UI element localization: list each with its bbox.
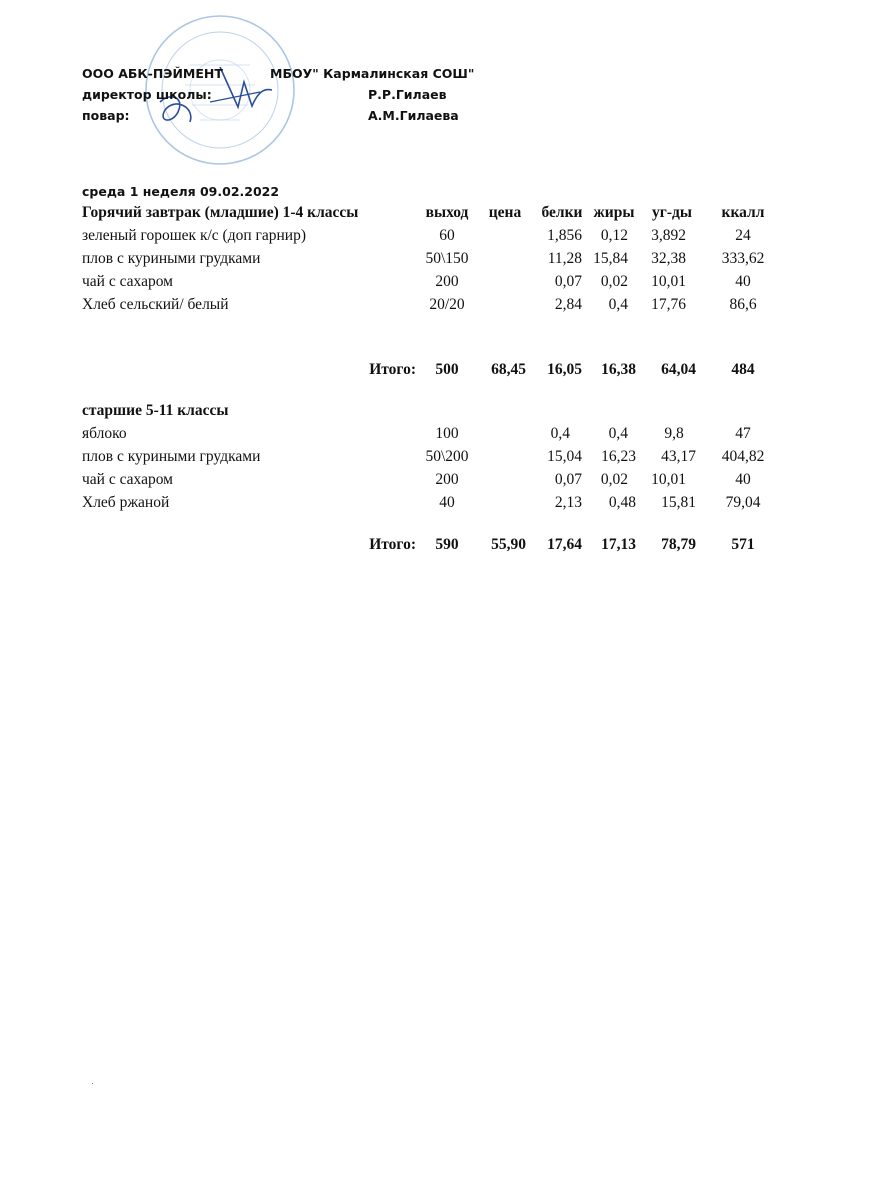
junior-section-title: Горячий завтрак (младшие) 1-4 классы [82,204,359,221]
column-header-fat: жиры [593,204,635,221]
total-fat: 16,38 [601,361,636,378]
date-line: среда 1 неделя 09.02.2022 [82,184,280,199]
cook-label: повар: [82,108,130,123]
total-kcal: 484 [731,361,755,378]
kcal-value: 40 [735,471,751,488]
carb-value: 9,8 [664,425,684,442]
scan-speck [92,1083,93,1084]
kcal-value: 404,82 [721,448,765,465]
total-carb: 64,04 [661,361,696,378]
vyhod-value: 60 [439,227,455,244]
vyhod-value: 20/20 [429,296,465,313]
dish-name: плов с куриными грудками [82,250,261,267]
total-vyhod: 500 [435,361,459,378]
senior-section-title: старшие 5-11 классы [82,402,229,419]
total-kcal: 571 [731,536,755,553]
kcal-value: 79,04 [725,494,761,511]
total-price: 55,90 [491,536,526,553]
dish-name: яблоко [82,425,127,442]
kcal-value: 24 [735,227,751,244]
dish-name: плов с куриными грудками [82,448,261,465]
total-vyhod: 590 [435,536,459,553]
carb-value: 10,01 [651,273,686,290]
kcal-value: 86,6 [729,296,757,313]
carb-value: 17,76 [651,296,686,313]
protein-value: 0,4 [550,425,570,442]
total-label: Итого: [369,536,416,553]
cook-name: А.М.Гилаева [368,108,459,123]
dish-name: зеленый горошек к/с (доп гарнир) [82,227,306,244]
total-protein: 17,64 [547,536,582,553]
org-name: ООО АБК-ПЭЙМЕНТ [82,66,223,81]
column-header-protein: белки [541,204,583,221]
carb-value: 43,17 [661,448,696,465]
dish-name: чай с сахаром [82,471,173,488]
column-header-carb: уг-ды [652,204,692,221]
carb-value: 3,892 [651,227,686,244]
total-fat: 17,13 [601,536,636,553]
protein-value: 2,84 [554,296,582,313]
total-price: 68,45 [491,361,526,378]
total-protein: 16,05 [547,361,582,378]
carb-value: 10,01 [651,471,686,488]
kcal-value: 333,62 [721,250,765,267]
total-label: Итого: [369,361,416,378]
vyhod-value: 200 [435,471,459,488]
vyhod-value: 50\200 [425,448,469,465]
vyhod-value: 50\150 [425,250,469,267]
column-header-kcal: ккалл [721,204,765,221]
fat-value: 15,84 [593,250,628,267]
fat-value: 0,4 [608,296,628,313]
director-label: директор школы: [82,87,212,102]
dish-name: Хлеб сельский/ белый [82,296,229,313]
vyhod-value: 40 [439,494,455,511]
kcal-value: 47 [735,425,751,442]
protein-value: 1,856 [547,227,582,244]
fat-value: 0,02 [600,471,628,488]
total-carb: 78,79 [661,536,696,553]
fat-value: 0,4 [608,425,628,442]
vyhod-value: 200 [435,273,459,290]
protein-value: 2,13 [554,494,582,511]
kcal-value: 40 [735,273,751,290]
protein-value: 0,07 [554,471,582,488]
carb-value: 15,81 [661,494,696,511]
fat-value: 0,48 [608,494,636,511]
dish-name: Хлеб ржаной [82,494,170,511]
carb-value: 32,38 [651,250,686,267]
fat-value: 16,23 [601,448,636,465]
dish-name: чай с сахаром [82,273,173,290]
school-name: МБОУ" Кармалинская СОШ" [270,66,475,81]
fat-value: 0,02 [600,273,628,290]
protein-value: 15,04 [547,448,582,465]
protein-value: 0,07 [554,273,582,290]
column-header-price: цена [488,204,522,221]
fat-value: 0,12 [600,227,628,244]
director-name: Р.Р.Гилаев [368,87,447,102]
column-header-vyhod: выход [425,204,469,221]
vyhod-value: 100 [435,425,459,442]
protein-value: 11,28 [547,250,582,267]
